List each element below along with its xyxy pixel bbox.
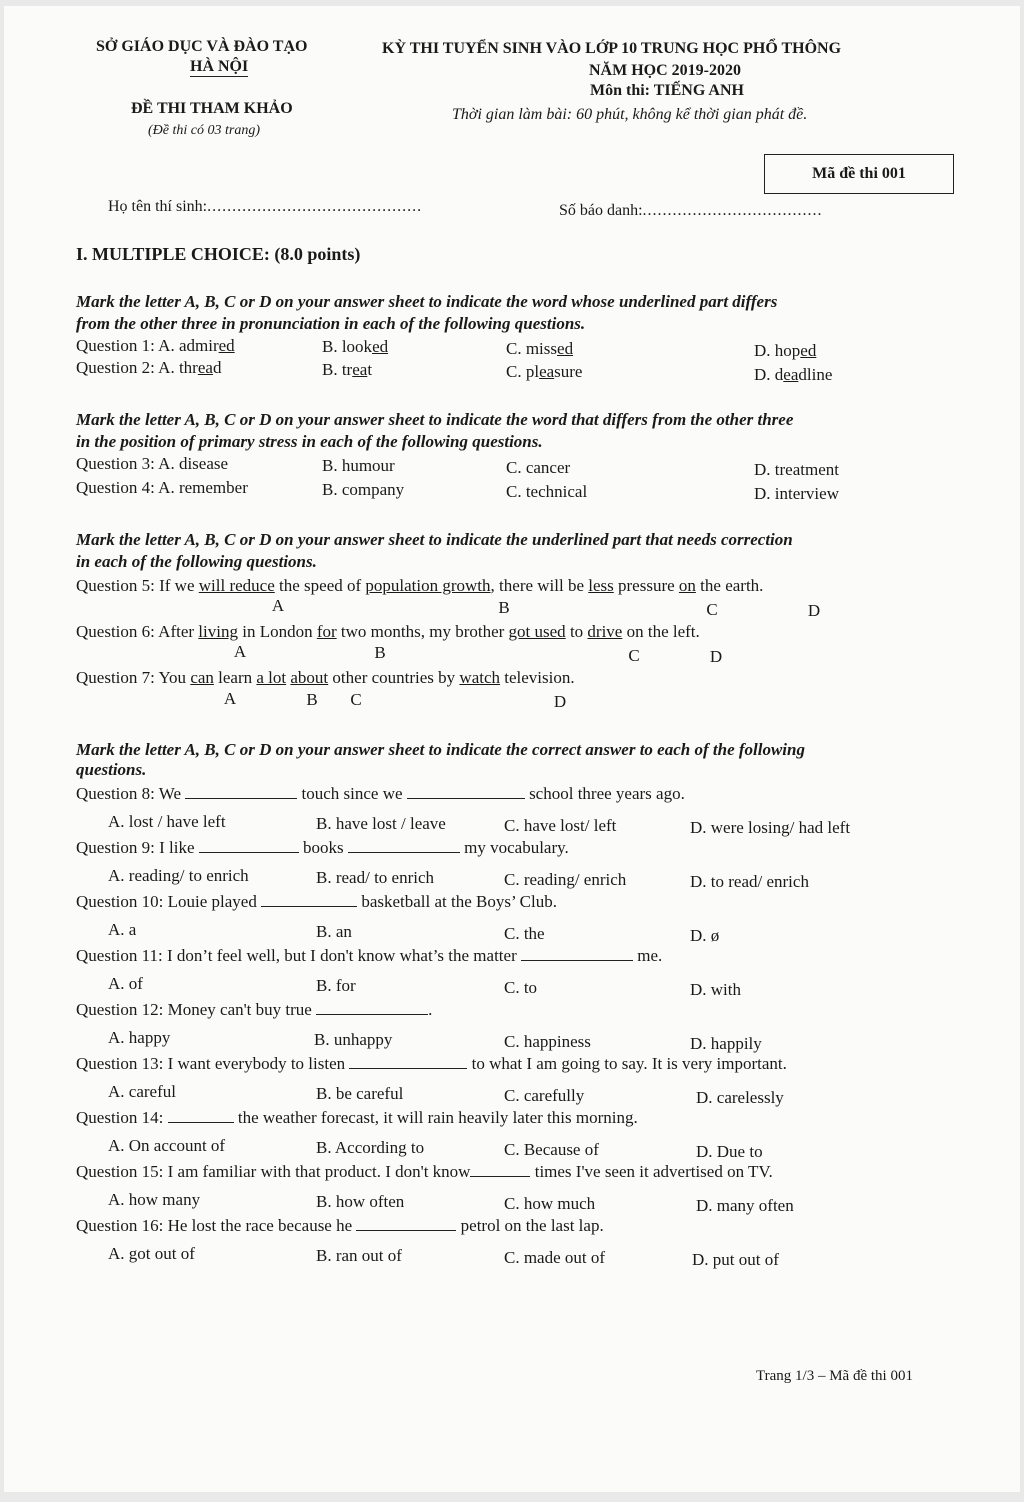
q5-label-c: C xyxy=(706,600,718,619)
q11-option-d: D. with xyxy=(690,980,741,999)
q6-text-1: Question 6: After xyxy=(76,622,199,641)
q7-text-4: other countries by xyxy=(328,668,460,687)
q11-option-c: C. to xyxy=(504,978,538,997)
q14-text-1: Question 14: xyxy=(76,1108,164,1127)
q14-option-c: C. Because of xyxy=(504,1140,599,1159)
q10-text-1: Question 10: Louie played xyxy=(76,892,257,911)
q6-text-5: on the left. xyxy=(622,622,700,641)
q5-label-b: B xyxy=(498,598,510,617)
q6-label-b: B xyxy=(374,643,386,662)
q2-option-d-end: dline xyxy=(798,365,833,384)
q1-option-b-text: B. look xyxy=(322,337,373,356)
q3-option-b: B. humour xyxy=(322,456,395,475)
q9-option-c: C. reading/ enrich xyxy=(504,870,627,889)
q7-label-d: D xyxy=(553,692,567,711)
q12-text-2: . xyxy=(428,1000,433,1019)
q2-option-b-underline: ea xyxy=(352,360,368,379)
q2-option-d xyxy=(754,365,832,385)
exam-code-box xyxy=(764,154,954,194)
q2-option-c-text: C. pl xyxy=(506,362,540,381)
q3-option-d: D. treatment xyxy=(754,460,839,479)
school-year: NĂM HỌC 2019-2020 xyxy=(589,62,741,79)
q6-text-2: in London xyxy=(237,622,317,641)
q5-label-a: A xyxy=(271,596,285,615)
question-15 xyxy=(76,1162,773,1182)
q1-option-b-underline: ed xyxy=(372,337,389,356)
q7-underline-a: can xyxy=(190,668,214,687)
q5-underline-a: will reduce xyxy=(198,576,275,595)
q8-option-a: A. lost / have left xyxy=(108,812,226,831)
instruction-pronunciation-line2: from the other three in pronunciation in each of the following questions. xyxy=(76,314,586,333)
q15-option-b: B. how often xyxy=(316,1192,405,1211)
city-name: HÀ NỘI xyxy=(190,58,249,75)
q13-option-d: D. carelessly xyxy=(696,1088,784,1107)
q7-label-b: B xyxy=(306,690,318,709)
question-3: Question 3: A. disease xyxy=(76,454,229,473)
q1-option-b xyxy=(322,337,388,357)
q8-blank-2 xyxy=(407,786,525,799)
question-16 xyxy=(76,1216,604,1236)
q1-option-d xyxy=(754,341,816,361)
q5-underline-c: less xyxy=(588,576,614,595)
q15-blank xyxy=(470,1164,530,1177)
q16-text-2: petrol on the last lap. xyxy=(460,1216,604,1235)
q14-option-d: D. Due to xyxy=(696,1142,763,1161)
question-8 xyxy=(76,784,685,804)
q14-text-2: the weather forecast, it will rain heavily later this morning. xyxy=(237,1108,638,1127)
q2-option-a-underline: ea xyxy=(197,358,213,377)
q5-text-2: the speed of xyxy=(274,576,366,595)
q13-blank xyxy=(349,1056,467,1069)
q5-text-3: , there will be xyxy=(490,576,589,595)
question-12 xyxy=(76,1000,432,1020)
exam-title: KỲ THI TUYỂN SINH VÀO LỚP 10 TRUNG HỌC PHỔ THÔNG xyxy=(382,40,842,57)
department-name: SỞ GIÁO DỤC VÀ ĐÀO TẠO xyxy=(96,38,308,55)
q5-text-4: pressure xyxy=(613,576,679,595)
q16-text-1: Question 16: He lost the race because he xyxy=(76,1216,353,1235)
question-2-stem xyxy=(76,358,221,378)
q8-option-c: C. have lost/ left xyxy=(504,816,617,835)
q11-text-2: me. xyxy=(637,946,663,965)
q13-option-c: C. carefully xyxy=(504,1086,585,1105)
q1-option-d-underline: ed xyxy=(800,341,817,360)
q6-underline-b: for xyxy=(316,622,337,641)
q9-option-b: B. read/ to enrich xyxy=(316,868,435,887)
q12-blank xyxy=(316,1002,428,1015)
q15-option-c: C. how much xyxy=(504,1194,596,1213)
q9-text-3: my vocabulary. xyxy=(464,838,569,857)
q2-option-b-end: t xyxy=(367,360,373,379)
q16-option-d: D. put out of xyxy=(692,1250,779,1269)
q2-option-a: Question 2: A. thr xyxy=(76,358,198,377)
q6-underline-c: got used xyxy=(508,622,566,641)
q4-option-d: D. interview xyxy=(754,484,839,503)
q13-text-1: Question 13: I want everybody to listen xyxy=(76,1054,346,1073)
candidate-id-dots: .................................... xyxy=(642,202,823,219)
q5-label-d: D xyxy=(807,601,821,620)
q7-underline-b: a lot xyxy=(256,668,287,687)
q11-text-1: Question 11: I don’t feel well, but I don't know what’s the matter xyxy=(76,946,517,965)
q13-text-2: to what I am going to say. It is very important. xyxy=(471,1054,787,1073)
exam-page xyxy=(4,6,1020,1492)
q2-option-d-text: D. d xyxy=(754,365,784,384)
candidate-name-row xyxy=(108,198,422,216)
q7-text-5: television. xyxy=(500,668,575,687)
q1-option-a-underline: ed xyxy=(218,336,235,355)
q8-text-2: touch since we xyxy=(301,784,403,803)
q9-text-2: books xyxy=(303,838,344,857)
q7-label-c: C xyxy=(350,690,362,709)
q11-option-a: A. of xyxy=(108,974,143,993)
q1-option-c xyxy=(506,339,573,359)
q10-option-b: B. an xyxy=(316,922,352,941)
time-allowed: Thời gian làm bài: 60 phút, không kể thời gian phát đề. xyxy=(452,106,808,123)
q12-option-d: D. happily xyxy=(690,1034,762,1053)
q9-option-a: A. reading/ to enrich xyxy=(108,866,249,885)
q11-option-b: B. for xyxy=(316,976,356,995)
instruction-error-line1: Mark the letter A, B, C or D on your answer sheet to indicate the underlined part that needs correction xyxy=(76,530,793,549)
q7-underline-d: watch xyxy=(459,668,501,687)
q5-text-5: the earth. xyxy=(695,576,764,595)
reference-exam-label: ĐỀ THI THAM KHẢO xyxy=(131,100,293,117)
q1-option-a: Question 1: A. admir xyxy=(76,336,219,355)
instruction-stress-line2: in the position of primary stress in each of the following questions. xyxy=(76,432,543,451)
q15-text-1: Question 15: I am familiar with that product. I don't know xyxy=(76,1162,471,1181)
q13-option-a: A. careful xyxy=(108,1082,176,1101)
q4-option-c: C. technical xyxy=(506,482,588,501)
q8-text-3: school three years ago. xyxy=(529,784,685,803)
q7-label-a: A xyxy=(223,689,237,708)
q8-blank-1 xyxy=(185,786,297,799)
q14-option-a: A. On account of xyxy=(108,1136,226,1155)
q5-underline-d: on xyxy=(678,576,696,595)
page-footer: Trang 1/3 – Mã đề thi 001 xyxy=(756,1368,913,1384)
q6-label-a: A xyxy=(233,642,247,661)
question-6 xyxy=(76,622,700,642)
question-5 xyxy=(76,576,763,596)
q16-blank xyxy=(356,1218,456,1231)
question-1-stem xyxy=(76,336,235,356)
q6-underline-a: living xyxy=(198,622,238,641)
q9-blank-1 xyxy=(199,840,299,853)
candidate-name-dots: ........................................... xyxy=(207,198,423,215)
q2-option-d-underline: ea xyxy=(783,365,799,384)
q16-option-c: C. made out of xyxy=(504,1248,606,1267)
q4-option-b: B. company xyxy=(322,480,405,499)
section-title: I. MULTIPLE CHOICE: (8.0 points) xyxy=(76,244,361,264)
q10-text-2: basketball at the Boys’ Club. xyxy=(361,892,557,911)
q11-blank xyxy=(521,948,633,961)
subject: Môn thi: TIẾNG ANH xyxy=(590,82,744,99)
instruction-stress-line1: Mark the letter A, B, C or D on your answer sheet to indicate the word that differs from the other three xyxy=(76,410,794,429)
q15-option-d: D. many often xyxy=(696,1196,794,1215)
question-13 xyxy=(76,1054,787,1074)
q5-underline-b: population growth xyxy=(365,576,491,595)
q2-option-c xyxy=(506,362,582,382)
q9-blank-2 xyxy=(348,840,460,853)
q14-blank xyxy=(168,1110,234,1123)
instruction-error-line2: in each of the following questions. xyxy=(76,552,317,571)
candidate-name-label: Họ tên thí sinh: xyxy=(108,198,208,215)
q10-option-d: D. ø xyxy=(690,926,720,945)
question-9 xyxy=(76,838,569,858)
q7-text-1: Question 7: You xyxy=(76,668,191,687)
page-count-note: (Đề thi có 03 trang) xyxy=(148,123,260,138)
q3-option-c: C. cancer xyxy=(506,458,571,477)
q8-option-d: D. were losing/ had left xyxy=(690,818,851,837)
q13-option-b: B. be careful xyxy=(316,1084,404,1103)
instruction-correct-line2: questions. xyxy=(76,760,147,779)
q8-option-b: B. have lost / leave xyxy=(316,814,446,833)
q2-option-c-underline: ea xyxy=(539,362,555,381)
q15-text-2: times I've seen it advertised on TV. xyxy=(534,1162,773,1181)
q6-text-4: to xyxy=(565,622,588,641)
q15-option-a: A. how many xyxy=(108,1190,201,1209)
q5-text-1: Question 5: If we xyxy=(76,576,199,595)
question-4: Question 4: A. remember xyxy=(76,478,248,497)
instruction-correct-line1: Mark the letter A, B, C or D on your answer sheet to indicate the correct answer to each of the following xyxy=(76,740,805,759)
instruction-pronunciation-line1: Mark the letter A, B, C or D on your answer sheet to indicate the word whose underlined part differs xyxy=(76,292,778,311)
q2-option-b xyxy=(322,360,372,380)
q6-label-d: D xyxy=(709,647,723,666)
q12-option-a: A. happy xyxy=(108,1028,171,1047)
question-10 xyxy=(76,892,557,912)
q12-option-b: B. unhappy xyxy=(314,1030,393,1049)
q12-option-c: C. happiness xyxy=(504,1032,591,1051)
q14-option-b: B. According to xyxy=(316,1138,425,1157)
q10-blank xyxy=(261,894,357,907)
q16-option-a: A. got out of xyxy=(108,1244,195,1263)
q9-text-1: Question 9: I like xyxy=(76,838,195,857)
q1-option-d-text: D. hop xyxy=(754,341,801,360)
q1-option-c-underline: ed xyxy=(557,339,574,358)
q9-option-d: D. to read/ enrich xyxy=(690,872,809,891)
q1-option-c-text: C. miss xyxy=(506,339,558,358)
q6-underline-d: drive xyxy=(587,622,623,641)
q6-text-3: two months, my brother xyxy=(336,622,509,641)
q7-underline-c: about xyxy=(290,668,329,687)
question-11 xyxy=(76,946,662,966)
question-14 xyxy=(76,1108,638,1128)
q16-option-b: B. ran out of xyxy=(316,1246,402,1265)
q6-label-c: C xyxy=(628,646,640,665)
q12-text-1: Question 12: Money can't buy true xyxy=(76,1000,312,1019)
q10-option-c: C. the xyxy=(504,924,545,943)
question-7 xyxy=(76,668,575,688)
exam-code: Mã đề thi 001 xyxy=(812,165,906,182)
q2-option-b-text: B. tr xyxy=(322,360,353,379)
candidate-id-label: Số báo danh: xyxy=(559,202,643,219)
q7-text-2: learn xyxy=(213,668,257,687)
q2-option-a-end: d xyxy=(212,358,222,377)
q10-option-a: A. a xyxy=(108,920,137,939)
candidate-id-row xyxy=(559,202,823,220)
q8-text-1: Question 8: We xyxy=(76,784,182,803)
q2-option-c-end: sure xyxy=(554,362,583,381)
